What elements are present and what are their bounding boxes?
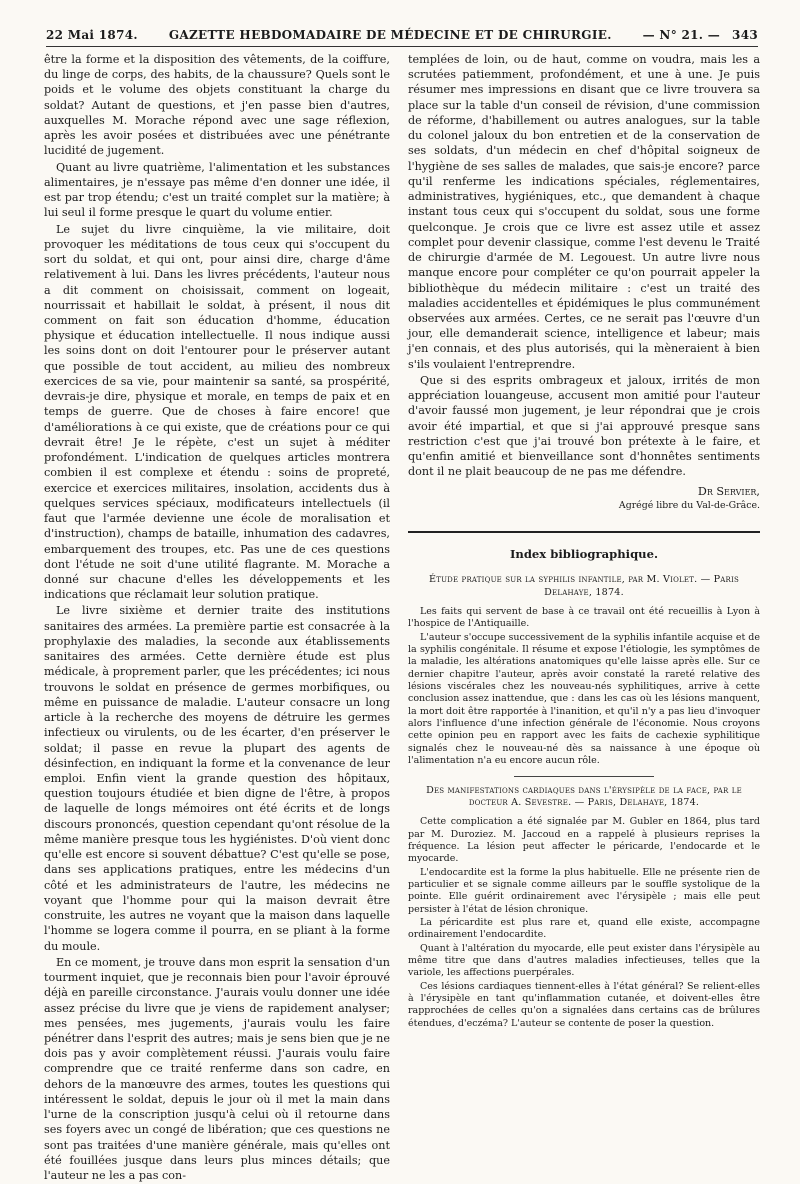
paragraph: Les faits qui servent de base à ce travail ont été recueillis à Lyon à l'hospice de l'Antiquaille. bbox=[408, 606, 760, 630]
page-header bbox=[46, 24, 758, 47]
bibliography-entry bbox=[408, 606, 760, 767]
paragraph: Quant à l'altération du myocarde, elle peut exister dans l'érysipèle au même titre que dans d'autres maladies infectieuses, telles que la variole, les affections puerpérales. bbox=[408, 942, 760, 979]
signature-name: Dr Servier, bbox=[697, 484, 760, 498]
paragraph: Ces lésions cardiaques tiennent-elles à l'état général? Se relient-elles à l'érysipèle en tant qu'inflammation cutanée, et doivent-elles être rapprochées de celles qu'on a signalées dans certains cas de brûlures étendues, d'eczéma? L'auteur se contente de poser la question. bbox=[408, 980, 760, 1029]
paragraph: Le sujet du livre cinquième, la vie militaire, doit provoquer les méditations de tous ceux qui s'occupent du sort du soldat, et qui ont, pour ainsi dire, charge d'âme relativement à lui. Dans les livres précédents, l'auteur nous a dit comment on choisissait, comment on logeait, nourrissait et habillait le soldat, à présent, il nous dit comment on fait son éducation d'homme, éducation physique et éducation intellectuelle. Il nous indique aussi les soins dont on doit l'entourer pour le préserver autant que possible de tout accident, au milieu des nombreux exercices de sa vie, pour maintenir sa santé, sa prospérité, devrais-je dire, physique et morale, en temps de paix et en temps de guerre. Que de choses à faire encore! que d'améliorations à ce qui existe, que de créations pour ce qui devrait être! Je le répète, c'est un sujet à méditer profondément. L'indication de quelques articles montrera combien il est complexe et étendu : soins de propreté, exercice et exercices militaires, insolation, accidents dus à quelques services spéciaux, modificateurs intellectuels (il faut que l'armée devienne une école de moralisation et d'instruction), champs de bataille, inhumation des cadavres, embarquement des troupes, etc. Pas une de ces questions dont l'étude ne soit d'une utilité flagrante. M. Morache a donné sur chacune d'elles les développements et les indications que réclamait leur solution pratique. bbox=[44, 222, 390, 602]
paragraph: L'auteur s'occupe successivement de la syphilis infantile acquise et de la syphilis congénitale. Il résume et expose l'étiologie, les symptômes de la maladie, les altérations anatomiques qu'elle laisse après elle. Sur ce dernier chapitre l'auteur, après avoir constaté la rareté relative des lésions viscérales chez les nouveau-nés syphilitiques, arrive à cette conclusion assez inattendue, que : dans les cas où les lésions manquent, la mort doit être rapportée à l'inanition, et qu'il n'y a pas lieu d'invoquer alors l'influence d'une infection générale de l'économie. Nous croyons cette opinion peu en rapport avec les faits de cachexie syphilitique signalés chez le nouveau-né dès sa naissance à une époque où l'alimentation n'a eu encore aucun rôle. bbox=[408, 631, 760, 767]
bibliography-entry-heading: Des manifestations cardiaques dans l'érysipèle de la face, par le docteur A. Sevestre. — Paris, Delahaye, 1874. bbox=[426, 784, 742, 809]
left-column bbox=[44, 52, 390, 1184]
paragraph: Quant au livre quatrième, l'alimentation et les substances alimentaires, je n'essaye pas même d'en donner une idée, il est par trop étendu; c'est un traité complet sur la matière; à lui seul il forme presque le quart du volume entier. bbox=[44, 160, 390, 220]
paragraph: L'endocardite est la forme la plus habituelle. Elle ne présente rien de particulier et se signale comme ailleurs par le souffle systolique de la pointe. Elle guérit ordinairement avec l'érysipèle ; mais elle peut persister à l'état de lésion chronique. bbox=[408, 866, 760, 915]
paragraph: En ce moment, je trouve dans mon esprit la sensation d'un tourment inquiet, que je reconnais bien pour l'avoir éprouvé déjà en pareille circonstance. J'aurais voulu donner une idée assez précise du livre que je viens de rapidement analyser; mes pensées, mes jugements, j'aurais voulu les faire pénétrer dans l'esprit des autres; mais je sens bien que je ne dois pas y avoir complètement réussi. J'aurais voulu faire comprendre que ce traité renferme dans son cadre, en dehors de la manœuvre des armes, toutes les questions qui intéressent le soldat, depuis le jour où il met la main dans l'urne de la conscription jusqu'à celui où il retourne dans ses foyers avec un congé de libération; que ces questions ne sont pas traitées d'une manière générale, mais qu'elles ont été fouillées jusque dans leurs plus minces détails; que l'auteur ne les a pas con- bbox=[44, 955, 390, 1183]
section-divider bbox=[408, 531, 760, 533]
paragraph: être la forme et la disposition des vêtements, de la coiffure, du linge de corps, des habits, de la chaussure? Quels sont le poids et le volume des objets constituant la charge du soldat? Autant de questions, et j'en passe bien d'autres, auxquelles M. Morache répond avec une sage réflexion, après les avoir posées et distribuées avec une pénétrante lucidité de jugement. bbox=[44, 53, 390, 158]
bibliography-entry bbox=[408, 816, 760, 1030]
right-column bbox=[408, 52, 760, 1031]
paragraph: Cette complication a été signalée par M. Gubler en 1864, plus tard par M. Duroziez. M. Jaccoud en a rappelé à plusieurs reprises la fréquence. La lésion peut affecter le péricarde, l'endocarde et le myocarde. bbox=[408, 816, 760, 865]
journal-title: GAZETTE HEBDOMADAIRE DE MÉDECINE ET DE CHIRURGIE. bbox=[168, 28, 612, 42]
paragraph: templées de loin, ou de haut, comme on voudra, mais les a scrutées patiemment, profondément, et une à une. Je puis résumer mes impressions en disant que ce livre trouvera sa place sur la table d'un conseil de révision, d'une commission de réforme, d'habillement ou autres analogues, sur la table du colonel jaloux du bon entretien et de la conservation de ses soldats, d'un médecin en chef d'hôpital soigneux de l'hygiène de ses salles de malades, que sais-je encore? parce qu'il renferme les indications spéciales, réglementaires, administratives, hygiéniques, etc., que demandent à chaque instant tous ceux qui s'occupent du soldat, sous une forme quelconque. Je crois que ce livre est assez utile et assez complet pour devenir classique, comme l'est devenu le Traité de chirurgie d'armée de M. Legouest. Un autre livre nous manque encore pour compléter ce qu'on pourrait appeler la bibliothèque du médecin militaire : c'est un traité des maladies accidentelles et épidémiques le plus communément observées aux armées. Certes, ce ne serait pas l'œuvre d'un jour, elle demanderait science, intelligence et labeur; mais j'en connais, et des plus autorisés, qui la mèneraient à bien s'ils voulaient l'entreprendre. bbox=[408, 53, 760, 371]
issue-date: 22 Mai 1874. bbox=[46, 28, 138, 42]
index-title: Index bibliographique. bbox=[509, 546, 659, 561]
signature bbox=[408, 484, 760, 513]
issue-number: — N° 21. — bbox=[642, 28, 721, 42]
paragraph: Le livre sixième et dernier traite des institutions sanitaires des armées. La première partie est consacrée à la prophylaxie des maladies, la seconde aux établissements sanitaires des armées. Cette dernière étude est plus médicale, à proprement parler, que les précédentes; ici nous trouvons le soldat en présence de germes morbifiques, ou même en puissance de maladie. L'auteur consacre un long article à la recherche des moyens de détruire les germes infectieux ou virulents, ou de les écarter, d'en préserver le soldat; il passe en revue la plupart des agents de désinfection, en indiquant la forme et la convenance de leur emploi. Enfin vient la grande question des hôpitaux, question toujours étudiée et bien digne de l'être, à propos de laquelle de longs mémoires ont été écrits et de longs discours prononcés, question cependant qu'ont résolue de la même manière presque tous les hygiénistes. D'où vient donc qu'elle est encore si souvent débattue? C'est qu'elle se pose, dans ses applications pratiques, entre les médecins d'un côté et les administrateurs de l'autre, les médecins ne voyant que l'homme pour qui la maison devrait être construite, les autres ne voyant que la maison dans laquelle l'homme se logera comme il pourra, en se pliant à la forme du moule. bbox=[44, 604, 390, 953]
signature-role: Agrégé libre du Val-de-Grâce. bbox=[618, 499, 760, 511]
paragraph: Que si des esprits ombrageux et jaloux, irrités de mon appréciation louangeuse, accusent mon amitié pour l'auteur d'avoir faussé mon jugement, je leur répondrai que je crois avoir été impartial, et que si j'ai approuvé presque sans restriction c'est que j'ai trouvé bon prétexte à le faire, et qu'enfin amitié et bienveillance sont d'honnêtes sentiments dont il ne plait beaucoup de ne pas me défendre. bbox=[408, 373, 760, 479]
paragraph: La péricardite est plus rare et, quand elle existe, accompagne ordinairement l'endocardite. bbox=[408, 916, 760, 941]
entry-separator bbox=[514, 776, 654, 777]
page-number: 343 bbox=[732, 28, 758, 42]
bibliography-entry-heading: Étude pratique sur la syphilis infantile, par M. Violet. — Paris Delahaye, 1874. bbox=[429, 574, 739, 599]
